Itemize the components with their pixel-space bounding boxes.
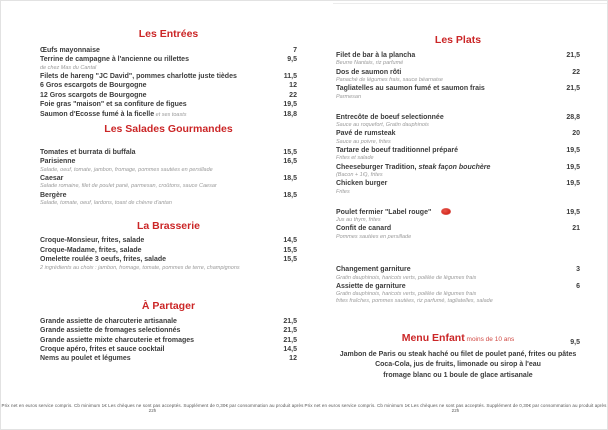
item-name: Changement garniture: [335, 266, 411, 274]
menu-item: [336, 265, 580, 274]
item-desc: Salade romaine, filet de poulet pané, parmesan, croûtons, sauce Caesar: [40, 183, 217, 190]
item-desc: frites fraîches, pommes sautées, riz parfumé, tagliatelles, salade: [335, 298, 493, 305]
item-price: 12: [289, 82, 297, 90]
item-price: 19,5: [566, 163, 580, 171]
menu-item: [336, 208, 580, 217]
menu-item: [40, 236, 297, 245]
item-price: 19,5: [566, 147, 580, 155]
menu-enfant-line: Jambon de Paris ou steak haché ou filet de poulet pané, frites ou pâtes: [339, 350, 577, 358]
footer-note-right: Prix net en euros service compris. Cb minimum 1€ Les chèques ne sont pas acceptés. Supplément de 0,30€ par consommation au produit après 22h: [304, 403, 607, 413]
item-price: 20: [572, 130, 580, 138]
item-name: Croque-Madame, frites, salade: [40, 246, 142, 254]
section-salades: [40, 123, 297, 207]
section-heading-row: [40, 220, 297, 233]
menu-item: [40, 46, 297, 55]
item-name: Tagliatelles au saumon fumé et saumon frais: [335, 85, 485, 93]
item-desc: Jus au thym, frites: [335, 217, 381, 224]
menu-item: [40, 55, 297, 64]
menu-item: [40, 148, 297, 157]
item-name: Parisienne: [40, 158, 76, 166]
menu-item: [40, 174, 297, 183]
item-name-note: steak façon bouchère: [416, 163, 491, 171]
item-desc: Gratin dauphinois, haricots verts, poêlée de légumes frais: [335, 274, 477, 281]
menu-item: [40, 91, 297, 100]
item-name: Confit de canard: [335, 225, 392, 233]
menu-item: [40, 336, 297, 345]
item-price: 9,5: [287, 56, 297, 64]
menu-item: [336, 51, 580, 60]
label-rouge-icon: [441, 208, 451, 215]
item-desc: Panaché de légumes frais, sauce béarnaise: [335, 77, 443, 84]
item-price: 15,5: [283, 149, 297, 157]
section-title-brasserie: La Brasserie: [136, 220, 200, 233]
item-name: Bergère: [40, 191, 67, 199]
menu-item: [40, 157, 297, 166]
menu-item: [336, 146, 580, 155]
item-name: Œufs mayonnaise: [40, 47, 100, 54]
section-brasserie: [40, 220, 297, 271]
section-heading-row: [336, 34, 580, 47]
item-name: Entrecôte de boeuf selectionnée: [335, 113, 444, 121]
menu-item: [40, 81, 297, 90]
item-price: 22: [572, 68, 580, 76]
item-name: Croque-Monsieur, frites, salade: [40, 237, 145, 245]
item-name: Filet de bar à la plancha: [335, 52, 416, 59]
item-price: 19,5: [566, 180, 580, 188]
item-name: Caesar: [40, 175, 64, 183]
item-name: 6 Gros escargots de Bourgogne: [40, 82, 147, 90]
item-price: 15,5: [283, 256, 297, 264]
item-name: Saumon d'Ecosse fumé à la ficelle et ses toasts: [40, 110, 187, 118]
item-desc: 2 ingrédients au choix : jambon, fromage, tomate, pommes de terre, champignons: [40, 264, 240, 271]
section-plats: [336, 34, 580, 306]
item-price: 7: [293, 47, 297, 54]
item-price: 16,5: [283, 158, 297, 166]
menu-item: [40, 255, 297, 264]
item-price: 21,5: [566, 85, 580, 93]
menu-item: [40, 345, 297, 354]
item-price: 15,5: [283, 246, 297, 254]
item-name: Dos de saumon rôti: [335, 68, 402, 76]
item-name: Nems au poulet et légumes: [40, 355, 131, 363]
menu-columns: [1, 1, 607, 381]
footer-note-left: Prix net en euros service compris. Cb minimum 1€ Les chèques ne sont pas acceptés. Supplément de 0,30€ par consommation au produit après 22h: [1, 403, 304, 413]
menu-item: [336, 129, 580, 138]
item-price: 22: [289, 91, 297, 99]
menu-item: [336, 282, 580, 291]
item-price: 11,5: [283, 73, 297, 81]
menu-column-right: [304, 1, 607, 381]
item-price: 19,5: [566, 208, 580, 216]
menu-column-left: [1, 1, 304, 381]
item-desc: Salade, oeuf, tomate, jambon, fromage, pommes sautées en persillade: [40, 166, 213, 173]
item-name: Poulet fermier "Label rouge": [336, 208, 451, 217]
menu-item: [336, 68, 580, 77]
item-price: 21,5: [283, 336, 297, 344]
section-title-menu-enfant: Menu Enfant: [401, 331, 465, 344]
item-price: 14,5: [283, 345, 297, 353]
menu-item: [336, 224, 580, 233]
section-title-plats: Les Plats: [434, 34, 482, 46]
section-title-partager: À Partager: [141, 299, 196, 312]
section-partager: [40, 300, 297, 364]
section-price: 9,5: [570, 338, 580, 346]
item-name: Assiette de garniture: [335, 282, 406, 290]
item-name: Filets de hareng "JC David", pommes charlotte juste tièdes: [40, 73, 237, 81]
item-price: 18,5: [283, 191, 297, 199]
item-price: 18,8: [283, 110, 297, 118]
menu-enfant-line: fromage blanc ou 1 boule de glace artisanale: [383, 371, 533, 379]
page-edge-line: [333, 3, 607, 4]
item-name: Tartare de boeuf traditionnel préparé: [335, 147, 458, 155]
item-name: 12 Gros scargots de Bourgogne: [40, 91, 147, 99]
item-price: 3: [576, 266, 580, 274]
menu-item: [40, 100, 297, 109]
menu-item: [40, 354, 297, 363]
item-price: 19,5: [283, 101, 297, 109]
item-desc: Sauce au roquefort, Gratin dauphinois: [335, 122, 429, 129]
menu-enfant-line: Coca-Cola, jus de fruits, limonade ou sirop à l'eau: [375, 361, 541, 369]
item-price: 12: [289, 355, 297, 363]
item-name: Cheeseburger Tradition, steak façon bouchère: [335, 163, 491, 171]
section-heading-row: [336, 332, 580, 346]
item-desc: de chez Mas du Cantal: [40, 64, 97, 71]
menu-item: [336, 163, 580, 172]
section-heading-row: [40, 123, 297, 136]
item-name: Terrine de campagne à l'ancienne ou rillettes: [40, 56, 189, 64]
item-name: Omelette roulée 3 oeufs, frites, salade: [40, 256, 167, 264]
item-name-note: et ses toasts: [154, 111, 187, 118]
section-title-salades: Les Salades Gourmandes: [104, 123, 233, 136]
item-name: Foie gras "maison" et sa confiture de figues: [40, 101, 187, 109]
item-price: 14,5: [283, 237, 297, 245]
section-menu-enfant: [336, 332, 580, 382]
item-desc: Beurre Nantais, riz parfumé: [335, 60, 404, 67]
item-name: Chicken burger: [335, 180, 388, 188]
menu-item: [40, 326, 297, 335]
menu-item: [336, 113, 580, 122]
item-name: Grande assiette de charcuterie artisanale: [40, 317, 177, 325]
item-name: Grande assiette mixte charcuterie et fromages: [40, 336, 195, 344]
menu-item: [336, 84, 580, 93]
section-title-note: moins de 10 ans: [464, 335, 515, 343]
item-price: 21,5: [566, 52, 580, 59]
item-desc: Salade, tomate, oeuf, lardons, toast de chèvre d'antan: [40, 200, 172, 207]
item-price: 28,8: [566, 113, 580, 121]
section-heading-row: [40, 28, 297, 41]
item-desc: Frites: [335, 188, 350, 195]
menu-item: [336, 179, 580, 188]
section-title-entrees: Les Entrées: [138, 28, 199, 40]
item-price: 21,5: [283, 327, 297, 335]
item-desc: Gratin dauphinois, haricots verts, poêlée de légumes frais: [335, 291, 477, 298]
footer: [1, 403, 607, 413]
item-desc: Frites et salade: [335, 155, 374, 162]
item-name: Croque apéro, frites et sauce cocktail: [40, 345, 165, 353]
menu-item: [40, 110, 297, 120]
menu-item: [40, 317, 297, 326]
item-name: Tomates et burrata di buffala: [40, 149, 136, 157]
item-price: 21,5: [283, 317, 297, 325]
item-price: 21: [572, 225, 580, 233]
item-price: 6: [576, 282, 580, 290]
item-desc: Sauce au poivre, frites: [335, 138, 391, 145]
item-desc: (Bacon + 1€), frites: [335, 172, 383, 179]
item-desc: Parmesan: [335, 93, 362, 100]
item-name: Grande assiette de fromages selectionnés: [40, 327, 181, 335]
menu-item: [40, 191, 297, 200]
section-entrees: [40, 28, 297, 120]
menu-item: [40, 72, 297, 81]
section-heading-row: [40, 300, 297, 313]
item-name: Pavé de rumsteak: [335, 130, 396, 138]
menu-item: [40, 246, 297, 255]
item-desc: Pommes sautées en persillade: [335, 233, 412, 240]
item-price: 18,5: [283, 175, 297, 183]
